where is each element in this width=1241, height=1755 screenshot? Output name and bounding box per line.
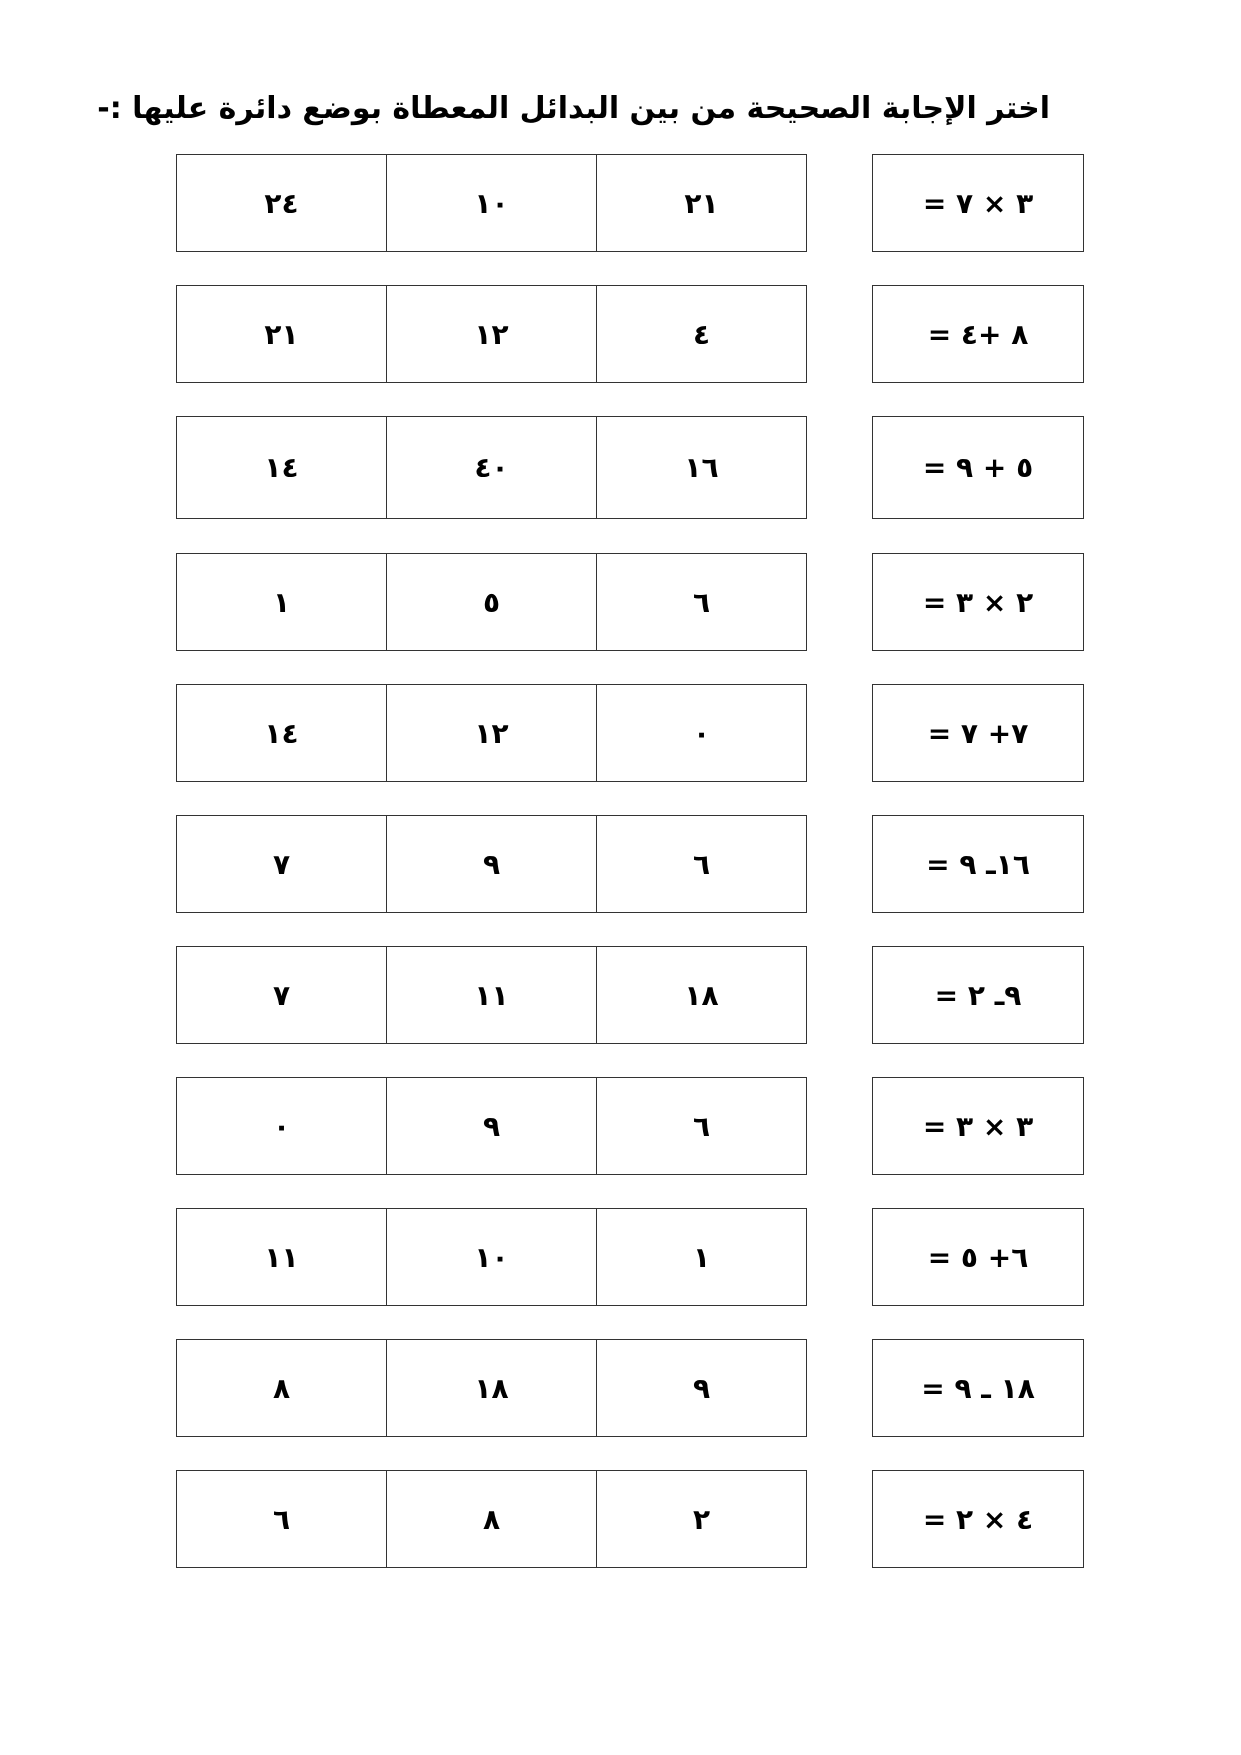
answer-choice[interactable]: ١ — [177, 554, 387, 650]
answer-choice[interactable]: ٧ — [177, 816, 387, 912]
question-expression: ٨ +٤ = — [872, 285, 1084, 383]
answer-choice[interactable]: ٢٤ — [177, 155, 387, 251]
question-expression: ٥ + ٩ = — [872, 416, 1084, 519]
answer-choices — [176, 1339, 807, 1437]
answer-choice[interactable]: ٦ — [692, 1109, 711, 1143]
question-row — [176, 815, 1084, 913]
question-row — [176, 684, 1084, 782]
answer-choice[interactable]: ٠ — [692, 716, 711, 750]
answer-choices — [176, 946, 807, 1044]
question-row — [176, 553, 1084, 651]
answer-choices — [176, 416, 807, 519]
question-row — [176, 1077, 1084, 1175]
question-row — [176, 1470, 1084, 1568]
answer-choice[interactable]: ٥ — [387, 554, 597, 650]
answer-choice[interactable]: ٧ — [177, 947, 387, 1043]
answer-choice[interactable]: ١٢ — [387, 286, 597, 382]
answer-choice[interactable]: ٩ — [692, 1371, 711, 1405]
question-expression: ٣ × ٣ = — [872, 1077, 1084, 1175]
answer-choices — [176, 553, 807, 651]
answer-choice[interactable]: ١٠ — [387, 155, 597, 251]
answer-choices — [176, 815, 807, 913]
answer-choice[interactable]: ٦ — [177, 1471, 387, 1567]
question-expression: ٦+ ٥ = — [872, 1208, 1084, 1306]
answer-choices — [176, 684, 807, 782]
answer-choice[interactable]: ٠ — [177, 1078, 387, 1174]
answer-choices — [176, 1470, 807, 1568]
question-row — [176, 946, 1084, 1044]
answer-choices — [176, 154, 807, 252]
question-expression: ٩ـ ٢ = — [872, 946, 1084, 1044]
answer-choice[interactable]: ٩ — [387, 1078, 597, 1174]
answer-choice[interactable]: ٢١ — [177, 286, 387, 382]
answer-choice[interactable]: ١ — [692, 1240, 711, 1274]
worksheet-instruction: اختر الإجابة الصحيحة من بين البدائل المعطاة بوضع دائرة عليها :- — [97, 91, 1050, 126]
answer-choice[interactable]: ١٨ — [387, 1340, 597, 1436]
answer-choice[interactable]: ٨ — [387, 1471, 597, 1567]
answer-choice[interactable]: ١٨ — [684, 978, 719, 1012]
answer-choice[interactable]: ٢١ — [684, 186, 719, 220]
answer-choice[interactable]: ١٢ — [387, 685, 597, 781]
answer-choice[interactable]: ٤ — [692, 317, 711, 351]
question-row — [176, 285, 1084, 383]
answer-choice[interactable]: ٦ — [692, 585, 711, 619]
question-expression: ١٨ ـ ٩ = — [872, 1339, 1084, 1437]
question-expression: ٧+ ٧ = — [872, 684, 1084, 782]
question-row — [176, 1208, 1084, 1306]
answer-choice[interactable]: ٨ — [177, 1340, 387, 1436]
answer-choice[interactable]: ١٠ — [387, 1209, 597, 1305]
answer-choices — [176, 285, 807, 383]
answer-choice[interactable]: ٢ — [692, 1502, 711, 1536]
question-row — [176, 154, 1084, 252]
answer-choices — [176, 1208, 807, 1306]
answer-choice[interactable]: ١٦ — [684, 451, 719, 484]
question-row — [176, 416, 1084, 514]
answer-choices — [176, 1077, 807, 1175]
question-expression: ٣ × ٧ = — [872, 154, 1084, 252]
answer-choice[interactable]: ١١ — [387, 947, 597, 1043]
answer-choice[interactable]: ١٤ — [177, 417, 387, 518]
answer-choice[interactable]: ٩ — [387, 816, 597, 912]
answer-choice[interactable]: ١٤ — [177, 685, 387, 781]
question-expression: ٢ × ٣ = — [872, 553, 1084, 651]
question-expression: ٤ × ٢ = — [872, 1470, 1084, 1568]
question-row — [176, 1339, 1084, 1437]
answer-choice[interactable]: ٦ — [692, 847, 711, 881]
answer-choice[interactable]: ١١ — [177, 1209, 387, 1305]
answer-choice[interactable]: ٤٠ — [387, 417, 597, 518]
question-expression: ١٦ـ ٩ = — [872, 815, 1084, 913]
